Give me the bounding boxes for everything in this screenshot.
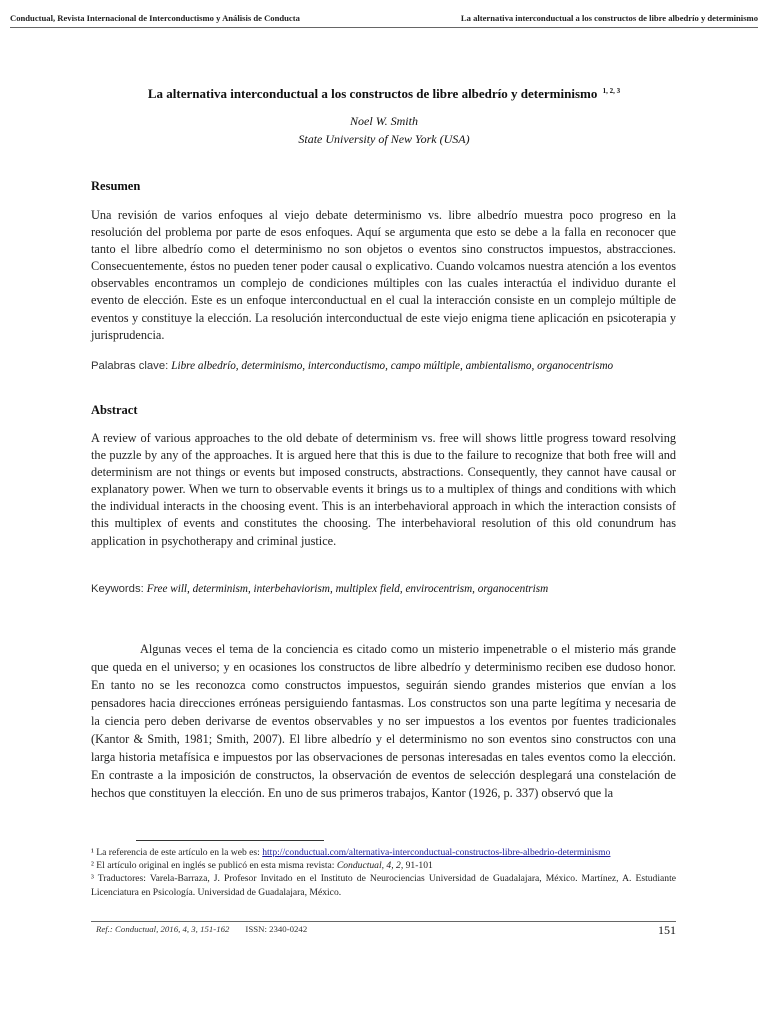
author-affiliation: State University of New York (USA) (298, 132, 470, 146)
page-number: 151 (658, 923, 676, 937)
footnote-2-text: ² El artículo original en inglés se publicó en esta misma revista: (91, 860, 337, 872)
article-web-link[interactable]: http://conductual.com/alternativa-interconductual-constructos-libre-albedrio-determinismo (262, 847, 611, 858)
journal-name: Conductual, Revista Internacional de Interconductismo y Análisis de Conducta (10, 13, 300, 23)
footnote-1 (91, 846, 676, 859)
footer-citation: Ref.: Conductual, 2016, 4, 3, 151-162 (96, 924, 230, 934)
footnotes (91, 846, 676, 899)
author-name: Noel W. Smith (350, 114, 418, 128)
resumen-heading: Resumen (91, 179, 141, 193)
body-paragraph: Algunas veces el tema de la conciencia es citado como un misterio impenetrable o el misterio más grande que queda en el universo; y en ocasiones los constructos de libre albedrío y determinismo reciben ese dudoso honor. En tanto no se les reconozca como constructos impuestos, seguirán siendo grandes misterios que envían a los pensadores hacia direcciones erróneas persiguiendo fantasmas. Los constructos son una parte legítima y necesaria de la ciencia pero deben derivarse de eventos observables y no ser impuestos a los eventos por fuentes tradicionales (Kantor & Smith, 1981; Smith, 2007). El libre albedrío y el determinismo no son eventos sino constructos con una larga historia metafísica e impuestos por las observaciones de personas interesadas en tales eventos como la elección. En contraste a la imposición de constructos, la observación de eventos de selección desplegará una constelación de hechos que constituyen la elección. En uno de sus primeros trabajos, Kantor (1926, p. 337) observó que la (91, 642, 676, 800)
title-footnote-markers: 1, 2, 3 (602, 86, 621, 95)
footnote-2-journal-ref: Conductual, 4, 2, (336, 860, 404, 872)
footnote-1-text: ¹ La referencia de este artículo en la web es: (91, 847, 263, 858)
footer-issn: ISSN: 2340-0242 (245, 924, 308, 934)
footer-divider (91, 921, 676, 922)
running-title: La alternativa interconductual a los constructos de libre albedrío y determinismo (460, 13, 758, 23)
palabras-clave-values: Libre albedrío, determinismo, interconductismo, campo múltiple, ambientalismo, organocentrismo (171, 360, 614, 372)
abstract-heading: Abstract (91, 403, 138, 417)
palabras-clave-line (91, 358, 691, 373)
keywords-label: Keywords: (91, 583, 144, 595)
keywords-values: Free will, determinism, interbehaviorism, multiplex field, envirocentrism, organocentrism (146, 583, 549, 595)
article-title (0, 86, 768, 102)
footnote-divider (136, 840, 324, 841)
resumen-paragraph: Una revisión de varios enfoques al viejo debate determinismo vs. libre albedrío muestra poco progreso en la resolución del problema por parte de esos enfoques. Aquí se argumenta que esto se debe a la falla en reconocer que tanto el libre albedrío como el determinismo no son objetos o eventos sino constructos impuestos, abstracciones. Consecuentemente, éstos no pueden tener poder causal o explicativo. Cuando volcamos nuestra atención a los eventos observables encontramos un complejo de condiciones múltiples con las cuales interactúa el individuo durante el evento de elección. Este es un enfoque interconductual en el cual la interacción consiste en un complejo múltiple de eventos y constituye la elección. La resolución interconductual de este viejo enigma tiene aplicación en psicoterapia y jurisprudencia. (91, 208, 676, 342)
footnote-2-pages: 91-101 (403, 860, 433, 872)
footer-reference (96, 924, 307, 934)
footnote-3: ³ Traductores: Varela-Barraza, J. Profesor Invitado en el Instituto de Neurociencias Universidad de Guadalajara, México. Martínez, A. Estudiante Licenciatura en Psicología. Universidad de Guadalajara, México. (91, 873, 676, 898)
footnote-2 (91, 859, 676, 872)
palabras-clave-label: Palabras clave: (91, 360, 169, 372)
abstract-paragraph: A review of various approaches to the old debate of determinism vs. free will shows little progress toward resolving the puzzle by any of the approaches. It is argued here that this is due to the failure to recognize that both free will and determinism are not things or events but imposed constructs, abstractions. Consequently, they cannot have causal or explanatory power. When we turn to observable events it brings us to a multiplex of things and conditions with which the individual interacts in the choosing event. This is an interbehavioral approach in which the interaction consists of this multiplex of events and constitutes the choosing. The interbehavioral resolution of this old conundrum has application in psychotherapy and criminal justice. (91, 431, 676, 548)
keywords-line (91, 581, 691, 596)
article-title-text: La alternativa interconductual a los constructos de libre albedrío y determinismo (147, 86, 598, 101)
header-divider (10, 27, 758, 28)
running-head (10, 13, 758, 23)
